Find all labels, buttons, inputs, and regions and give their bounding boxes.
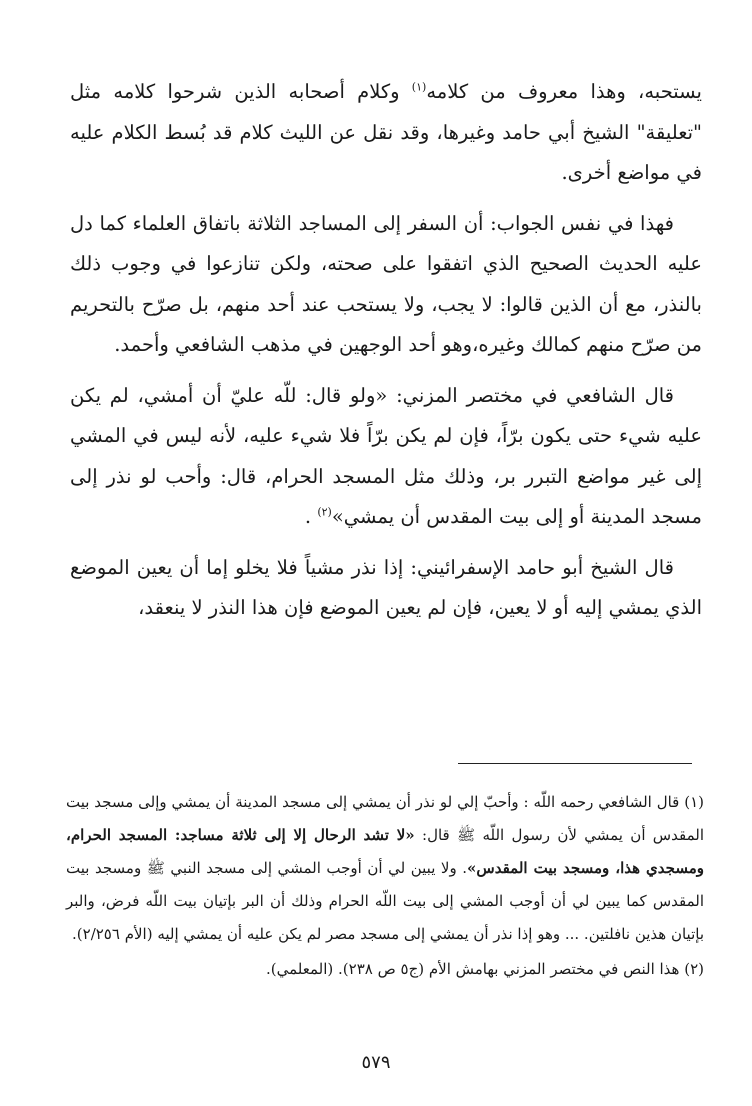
footnote-1-text: (١) قال الشافعي رحمه اللّه : وأحبّ إلي لو نذر أن يمشي إلى مسجد المدينة أن يمشي وإلى مسجد بيت المقدس أن يمشي لأن رسول اللّه ﷺ قال:	[66, 793, 704, 844]
paragraph-3-text-cont: .	[304, 505, 318, 528]
footnote-1-hadith: «لا تشد الرحال إلا إلى ثلاثة مساجد: المسجد الحرام، ومسجدي هذا، ومسجد بيت المقدس»	[66, 826, 704, 877]
paragraph-2	[70, 204, 702, 366]
footnote-2	[66, 953, 704, 986]
footnotes	[66, 786, 704, 986]
paragraph-1	[70, 72, 702, 194]
paragraph-3	[70, 376, 702, 538]
paragraph-1-text-cont: وكلام أصحابه الذين شرحوا كلامه مثل "تعليقة" الشيخ أبي حامد وغيرها، وقد نقل عن الليث كلام قد بُسط الكلام عليه في مواضع أخرى.	[70, 80, 702, 184]
paragraph-4-text: قال الشيخ أبو حامد الإسفرائيني: إذا نذر مشياً فلا يخلو إما أن يعين الموضع الذي يمشي إليه أو لا يعين، فإن لم يعين الموضع فإن هذا النذر لا ينعقد،	[70, 555, 702, 619]
footnote-2-text: (٢) هذا النص في مختصر المزني بهامش الأم (ج٥ ص ٢٣٨). (المعلمي).	[266, 960, 704, 978]
paragraph-3-text: قال الشافعي في مختصر المزني: «ولو قال: للّه عليّ أن أمشي، لم يكن عليه شيء حتى يكون برّاً، فإن لم يكن برّاً فلا شيء عليه، لأنه ليس في المشي إلى غير مواضع التبرر بر، وذلك مثل المسجد الحرام، قال: وأحب لو نذر إلى مسجد المدينة أو إلى بيت المقدس أن يمشي»	[70, 383, 702, 528]
footnote-1	[66, 786, 704, 951]
page-number: ٥٧٩	[361, 1052, 391, 1073]
footnote-ref-1: (١)	[411, 80, 427, 94]
paragraph-1-text: يستحبه، وهذا معروف من كلامه	[426, 80, 702, 103]
footnote-separator	[458, 763, 692, 764]
paragraph-2-text: فهذا في نفس الجواب: أن السفر إلى المساجد الثلاثة باتفاق العلماء كما دل عليه الحديث الصحيح الذي اتفقوا على صحته، ولكن تنازعوا في وجوب ذلك بالنذر، مع أن الذين قالوا: لا يجب، ولا يستحب عند أحد منهم، بل صرّح بالتحريم من صرّح منهم كمالك وغيره،وهو أحد الوجهين في مذهب الشافعي وأحمد.	[70, 211, 702, 356]
main-text	[70, 72, 702, 629]
footnote-ref-2: (٢)	[317, 505, 332, 519]
footnote-1-text-cont: . ولا يبين لي أن أوجب المشي إلى مسجد النبي ﷺ ومسجد بيت المقدس كما يبين لي أن أوجب المشي إلى بيت اللّه الحرام وذلك أن البر بإتيان بيت اللّه فرض، والبر بإتيان هذين نافلتين. ... وهو إذا نذر أن يمشي إلى مسجد مصر لم يكن عليه أن يمشي إليه (الأم ٢/٢٥٦).	[66, 859, 704, 943]
paragraph-4	[70, 548, 702, 629]
